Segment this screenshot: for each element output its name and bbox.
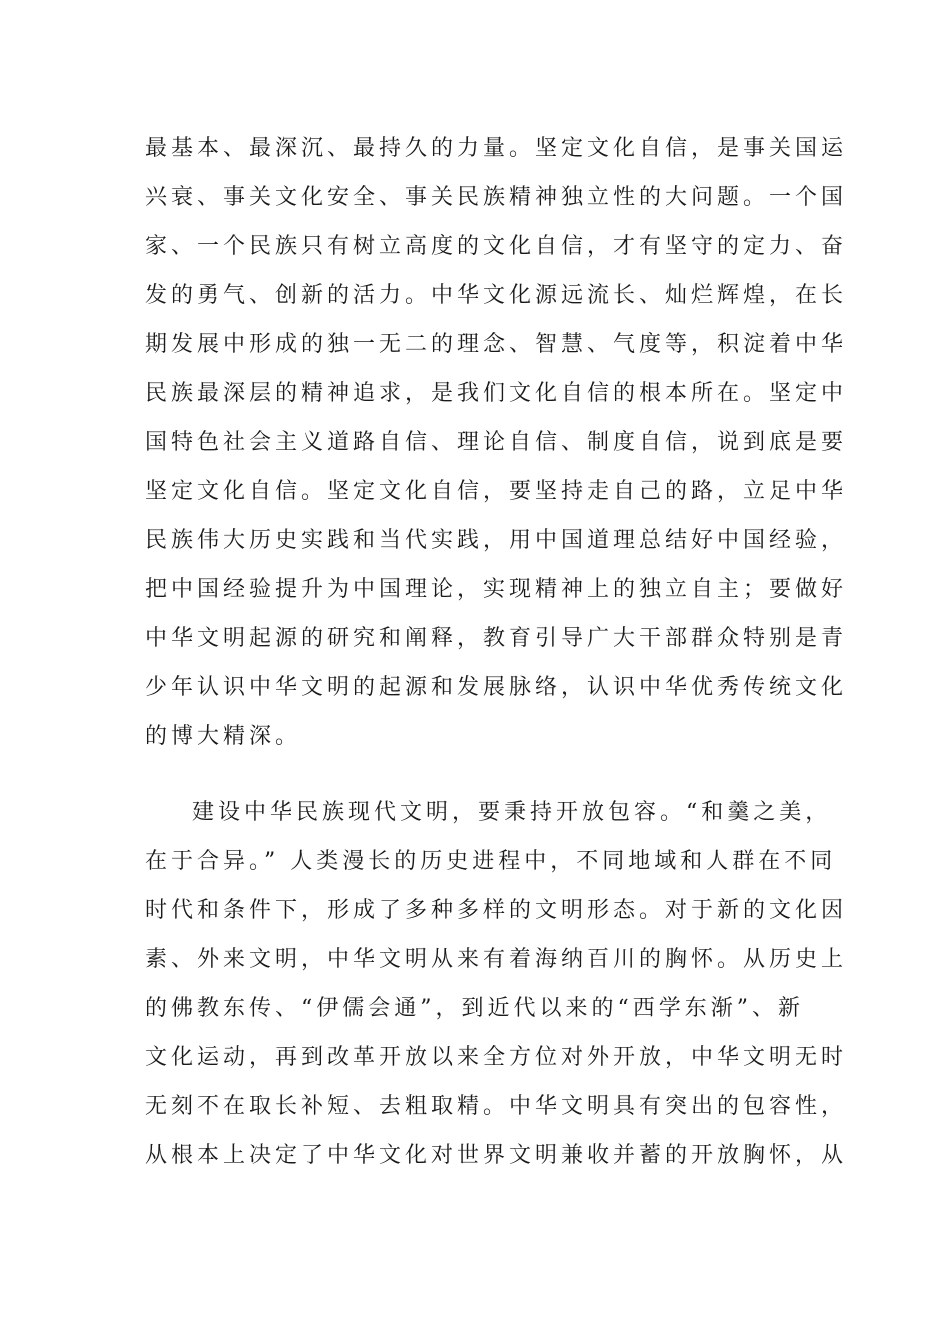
text-line: 的佛教东传、“伊儒会通”，到近代以来的“西学东渐”、新 [145, 996, 804, 1021]
text-line: 无刻不在取长补短、去粗取精。中华文明具有突出的包容性， [145, 1094, 848, 1119]
text-line: 民族最深层的精神追求，是我们文化自信的根本所在。坚定中 [145, 381, 848, 406]
text-line: 国特色社会主义道路自信、理论自信、制度自信，说到底是要 [145, 430, 848, 455]
text-line: 坚定文化自信。坚定文化自信，要坚持走自己的路，立足中华 [145, 479, 848, 504]
text-line: 少年认识中华文明的起源和发展脉络，认识中华优秀传统文化 [145, 675, 848, 700]
text-line: 从根本上决定了中华文化对世界文明兼收并蓄的开放胸怀，从 [145, 1143, 848, 1168]
text-line: 发的勇气、创新的活力。中华文化源远流长、灿烂辉煌，在长 [145, 283, 848, 308]
text-line: 文化运动，再到改革开放以来全方位对外开放，中华文明无时 [145, 1045, 848, 1070]
text-line: 家、一个民族只有树立高度的文化自信，才有坚守的定力、奋 [145, 234, 848, 259]
text-line: 时代和条件下，形成了多种多样的文明形态。对于新的文化因 [145, 898, 848, 923]
text-line: 期发展中形成的独一无二的理念、智慧、气度等，积淀着中华 [145, 332, 848, 357]
paragraph-cultural-confidence [145, 124, 848, 761]
text-line: 民族伟大历史实践和当代实践，用中国道理总结好中国经验， [145, 528, 848, 553]
text-line: 中华文明起源的研究和阐释，教育引导广大干部群众特别是青 [145, 626, 848, 651]
paragraph-openness-inclusiveness [145, 788, 848, 1180]
text-line: 兴衰、事关文化安全、事关民族精神独立性的大问题。一个国 [145, 185, 848, 210]
text-line: 在于合异。” 人类漫长的历史进程中，不同地域和人群在不同 [145, 849, 837, 874]
text-line: 的博大精深。 [145, 724, 302, 749]
text-line: 素、外来文明，中华文明从来有着海纳百川的胸怀。从历史上 [145, 947, 848, 972]
text-line-first-indented: 建设中华民族现代文明，要秉持开放包容。“和羹之美， [192, 800, 832, 825]
text-line: 把中国经验提升为中国理论，实现精神上的独立自主；要做好 [145, 577, 848, 602]
text-line: 最基本、最深沉、最持久的力量。坚定文化自信，是事关国运 [145, 136, 848, 161]
